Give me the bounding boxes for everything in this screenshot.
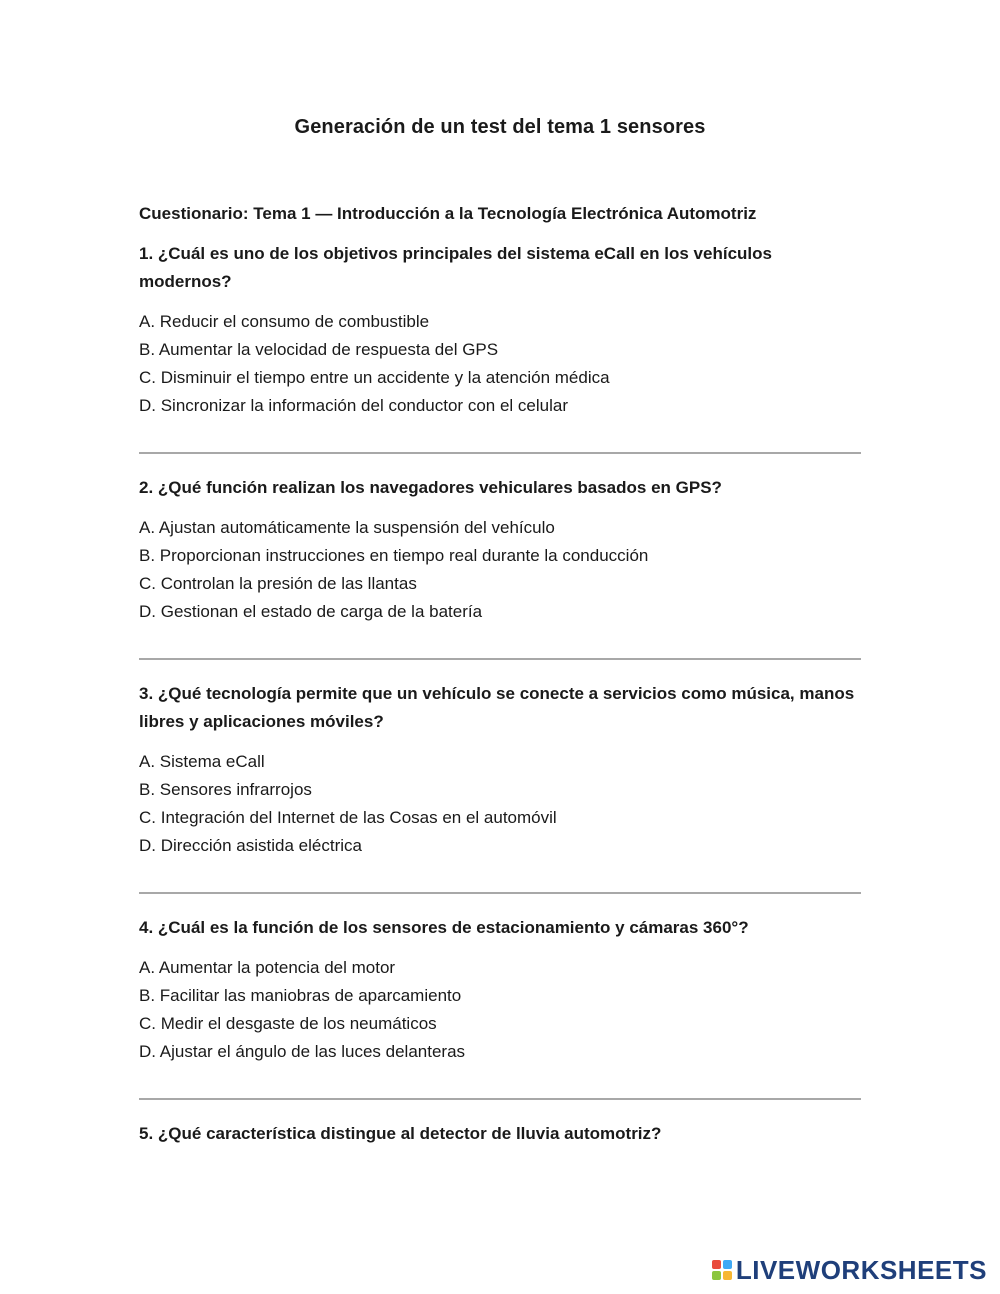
question-block-4 (139, 914, 861, 1066)
question-block-2 (139, 474, 861, 626)
question-block-3 (139, 680, 861, 860)
quiz-subtitle: Cuestionario: Tema 1 — Introducción a la Tecnología Electrónica Automotriz (139, 204, 757, 223)
option-b: B. Proporcionan instrucciones en tiempo real durante la conducción (139, 546, 649, 565)
option-a: A. Ajustan automáticamente la suspensión del vehículo (139, 518, 555, 537)
option-c: C. Medir el desgaste de los neumáticos (139, 1014, 437, 1033)
option-b: B. Aumentar la velocidad de respuesta del GPS (139, 340, 499, 359)
divider (139, 1098, 861, 1100)
option-list (139, 308, 861, 420)
option-c: C. Disminuir el tiempo entre un accidente y la atención médica (139, 368, 610, 387)
option-c: C. Integración del Internet de las Cosas en el automóvil (139, 808, 557, 827)
option-list (139, 748, 861, 860)
logo-square-icon (712, 1260, 721, 1269)
divider (139, 658, 861, 660)
page-title: Generación de un test del tema 1 sensores (294, 116, 706, 138)
logo-square-icon (723, 1271, 732, 1280)
option-d: D. Sincronizar la información del conductor con el celular (139, 396, 568, 415)
logo-mark-icon (712, 1260, 732, 1280)
question-text: 2. ¿Qué función realizan los navegadores vehiculares basados en GPS? (139, 478, 722, 497)
option-a: A. Aumentar la potencia del motor (139, 958, 396, 977)
divider (139, 892, 861, 894)
logo-text: LIVEWORKSHEETS (735, 1255, 987, 1285)
question-text: 4. ¿Cuál es la función de los sensores de estacionamiento y cámaras 360°? (139, 918, 749, 937)
option-a: A. Reducir el consumo de combustible (139, 312, 430, 331)
option-d: D. Gestionan el estado de carga de la batería (139, 602, 483, 621)
option-d: D. Ajustar el ángulo de las luces delanteras (139, 1042, 466, 1061)
option-b: B. Sensores infrarrojos (139, 780, 312, 799)
divider (139, 452, 861, 454)
question-block-1 (139, 240, 861, 420)
option-d: D. Dirección asistida eléctrica (139, 836, 362, 855)
option-c: C. Controlan la presión de las llantas (139, 574, 417, 593)
question-text: 5. ¿Qué característica distingue al detector de lluvia automotriz? (139, 1124, 662, 1143)
logo-square-icon (723, 1260, 732, 1269)
liveworksheets-logo (712, 1257, 987, 1283)
question-block-5 (139, 1120, 861, 1148)
option-b: B. Facilitar las maniobras de aparcamiento (139, 986, 462, 1005)
question-text: 3. ¿Qué tecnología permite que un vehículo se conecte a servicios como música, manos libres y aplicaciones móviles? (139, 684, 855, 731)
option-list (139, 514, 861, 626)
option-list (139, 954, 861, 1066)
option-a: A. Sistema eCall (139, 752, 265, 771)
quiz-content (139, 200, 861, 1160)
logo-square-icon (712, 1271, 721, 1280)
question-text: 1. ¿Cuál es uno de los objetivos principales del sistema eCall en los vehículos modernos? (139, 244, 772, 291)
